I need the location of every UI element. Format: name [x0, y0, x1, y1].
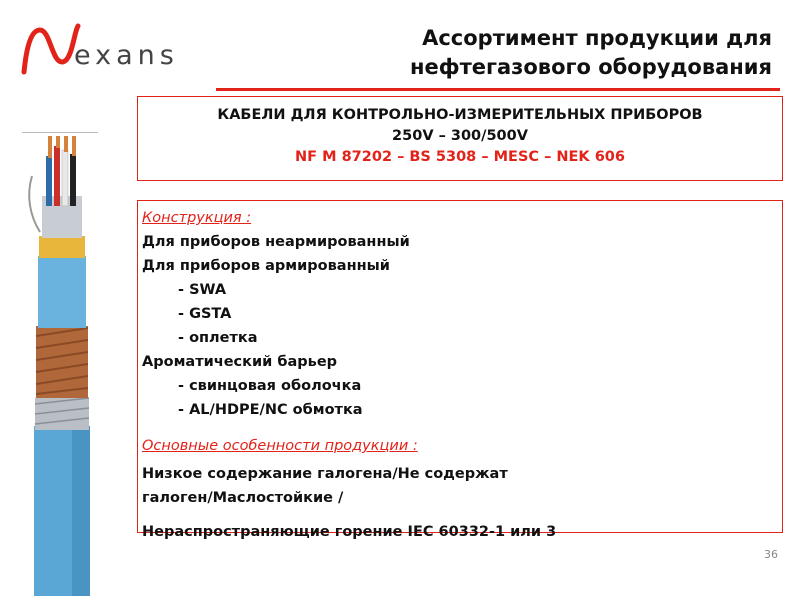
construction-item: - GSTA	[178, 306, 232, 322]
spec-line-2: 250V – 300/500V	[392, 128, 528, 144]
logo-divider	[22, 132, 98, 133]
construction-item: - свинцовая оболочка	[178, 378, 362, 394]
page-title	[410, 24, 772, 82]
construction-item: Для приборов армированный	[142, 258, 390, 274]
features-line: Нераспространяющие горение IEC 60332-1 или 3	[142, 524, 557, 540]
details-content	[142, 206, 762, 544]
cable-cross-section-illustration	[12, 136, 132, 596]
logo-text: exans	[74, 40, 179, 71]
title-rule	[216, 88, 780, 91]
construction-item: Для приборов неармированный	[142, 234, 410, 250]
title-line-1: Ассортимент продукции для	[422, 26, 772, 50]
title-line-2: нефтегазового оборудования	[410, 55, 772, 79]
construction-item: - AL/HDPE/NC обмотка	[178, 402, 363, 418]
construction-item: Ароматический барьер	[142, 354, 338, 370]
features-line: Низкое содержание галогена/Не содержат	[142, 466, 508, 482]
page-number: 36	[764, 548, 778, 561]
features-line: галоген/Маслостойкие /	[142, 490, 344, 506]
construction-item: - оплетка	[178, 330, 258, 346]
cable-spec-box	[137, 96, 783, 181]
spec-line-1: КАБЕЛИ ДЛЯ КОНТРОЛЬНО-ИЗМЕРИТЕЛЬНЫХ ПРИБОРОВ	[217, 107, 703, 123]
construction-item: - SWA	[178, 282, 227, 298]
spec-standards: NF M 87202 – BS 5308 – MESC – NEK 606	[295, 149, 625, 165]
construction-heading: Конструкция :	[142, 210, 252, 226]
features-heading: Основные особенности продукции :	[142, 438, 418, 454]
